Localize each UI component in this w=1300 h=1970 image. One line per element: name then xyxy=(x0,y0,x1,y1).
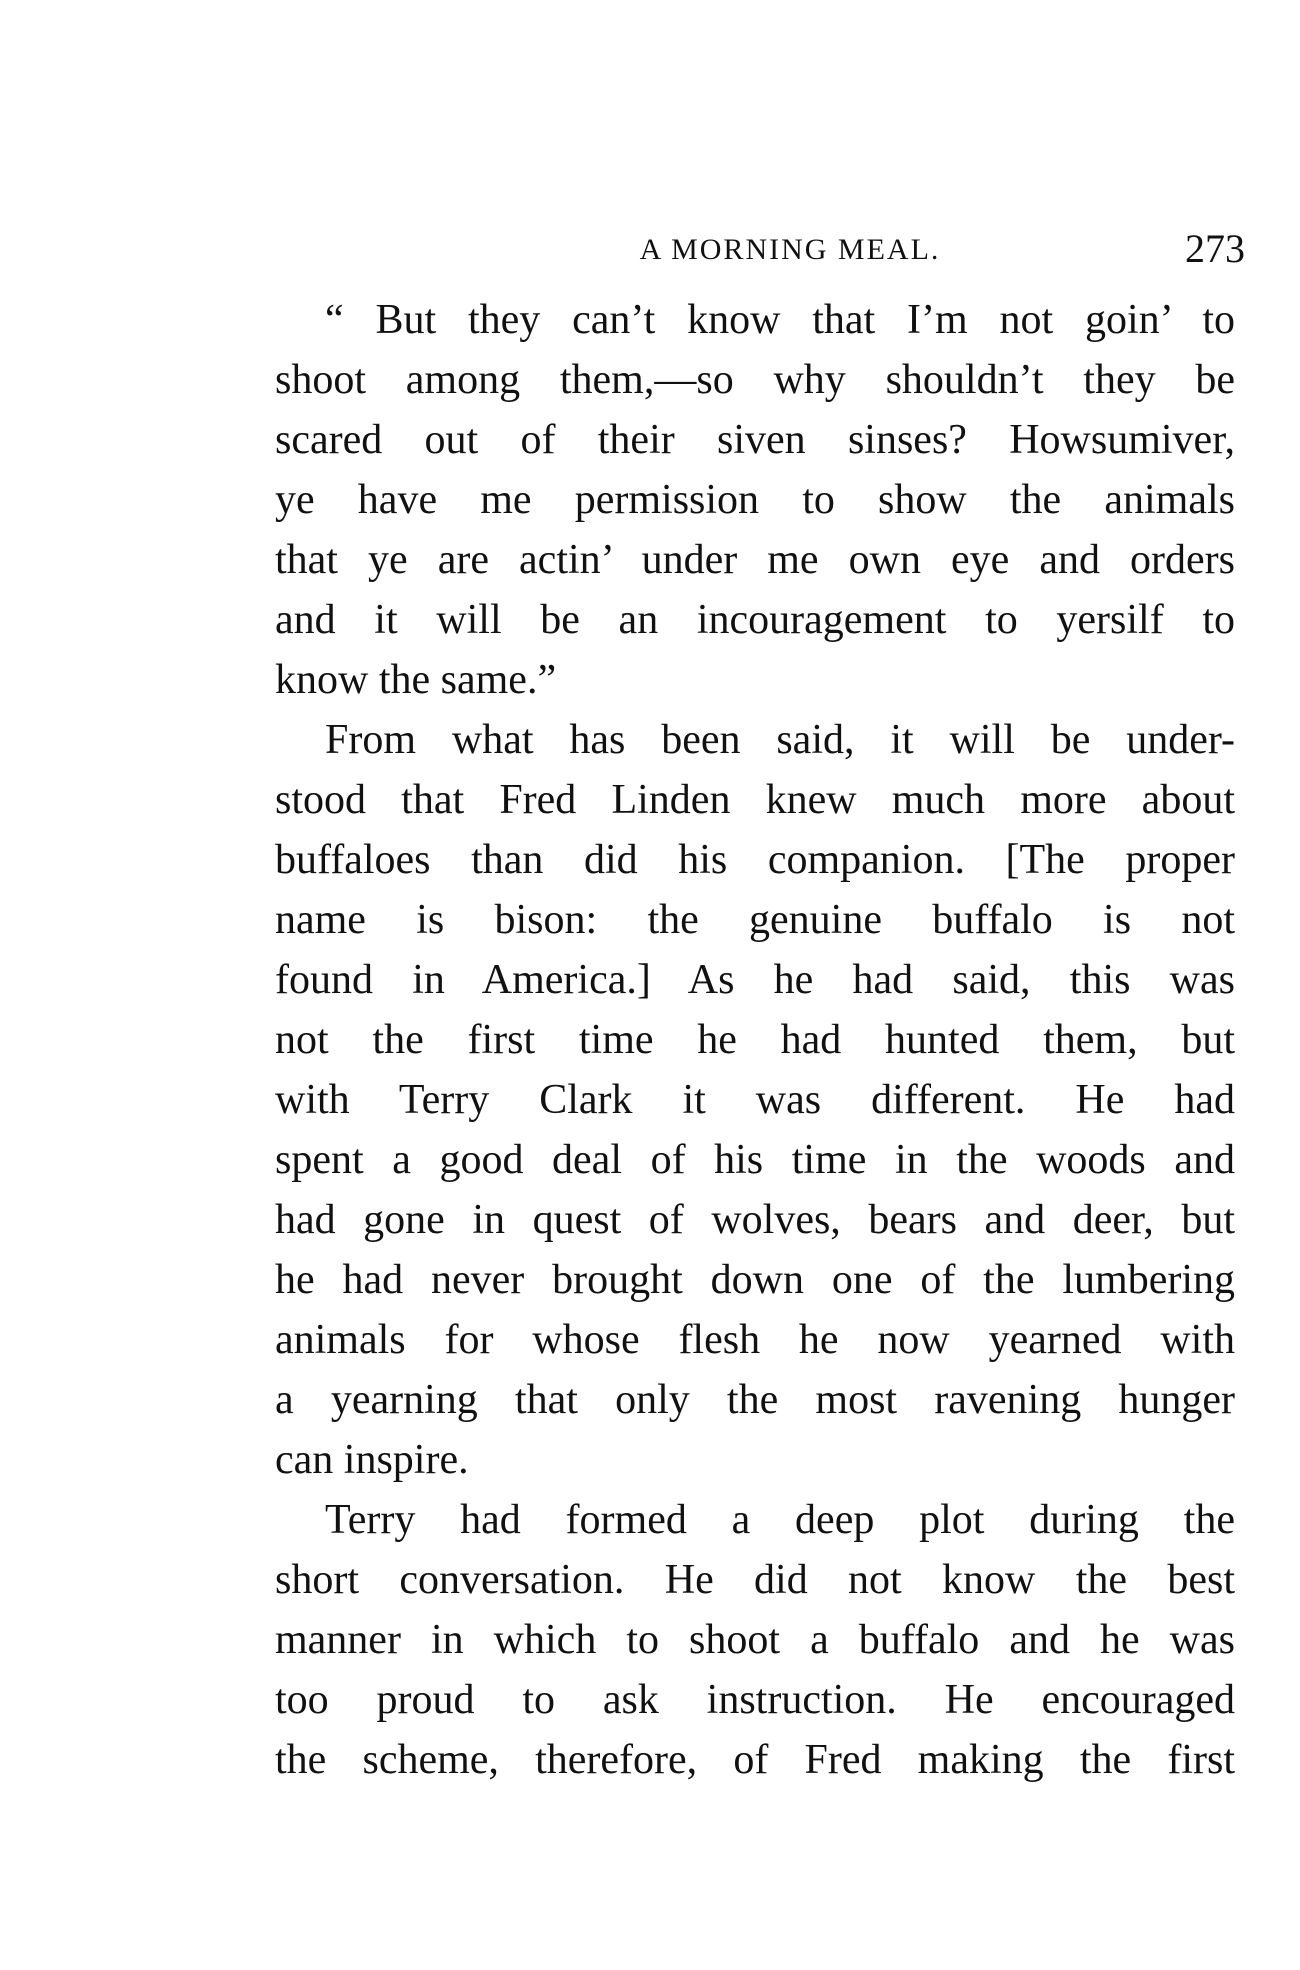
text-line: he had never brought down one of the lumbering xyxy=(275,1257,1235,1303)
text-line: From what has been said, it will be under- xyxy=(325,717,1235,763)
text-line: know the same.” xyxy=(275,657,557,703)
text-line: a yearning that only the most ravening hunger xyxy=(275,1377,1235,1423)
text-line: short conversation. He did not know the best xyxy=(275,1557,1235,1603)
text-line: “ But they can’t know that I’m not goin’ to xyxy=(325,297,1235,343)
text-line: Terry had formed a deep plot during the xyxy=(325,1497,1235,1543)
paragraph-1 xyxy=(275,290,1235,710)
text-line: with Terry Clark it was different. He had xyxy=(275,1077,1235,1123)
paragraph-3 xyxy=(275,1490,1235,1790)
text-line: ye have me permission to show the animals xyxy=(275,477,1235,523)
text-line: not the first time he had hunted them, but xyxy=(275,1017,1235,1063)
text-line: had gone in quest of wolves, bears and deer, but xyxy=(275,1197,1235,1243)
paragraph-2 xyxy=(275,710,1235,1490)
text-line: stood that Fred Linden knew much more about xyxy=(275,777,1235,823)
running-head xyxy=(275,225,1245,285)
text-line: animals for whose flesh he now yearned with xyxy=(275,1317,1235,1363)
text-line: that ye are actin’ under me own eye and orders xyxy=(275,537,1235,583)
page-number: 273 xyxy=(1185,226,1245,271)
body-text xyxy=(275,290,1235,1790)
text-line: scared out of their siven sinses? Howsumiver, xyxy=(275,417,1235,463)
running-title: A MORNING MEAL. xyxy=(639,233,941,266)
text-line: manner in which to shoot a buffalo and he was xyxy=(275,1617,1235,1663)
text-line: spent a good deal of his time in the woods and xyxy=(275,1137,1235,1183)
text-line: too proud to ask instruction. He encouraged xyxy=(275,1677,1235,1723)
text-line: buffaloes than did his companion. [The proper xyxy=(275,837,1235,883)
text-line: name is bison: the genuine buffalo is not xyxy=(275,897,1235,943)
text-line: can inspire. xyxy=(275,1437,469,1483)
text-line: the scheme, therefore, of Fred making the first xyxy=(275,1737,1235,1783)
text-line: found in America.] As he had said, this was xyxy=(275,957,1235,1003)
text-line: shoot among them,—so why shouldn’t they be xyxy=(275,357,1235,403)
text-line: and it will be an incouragement to yersilf to xyxy=(275,597,1235,643)
